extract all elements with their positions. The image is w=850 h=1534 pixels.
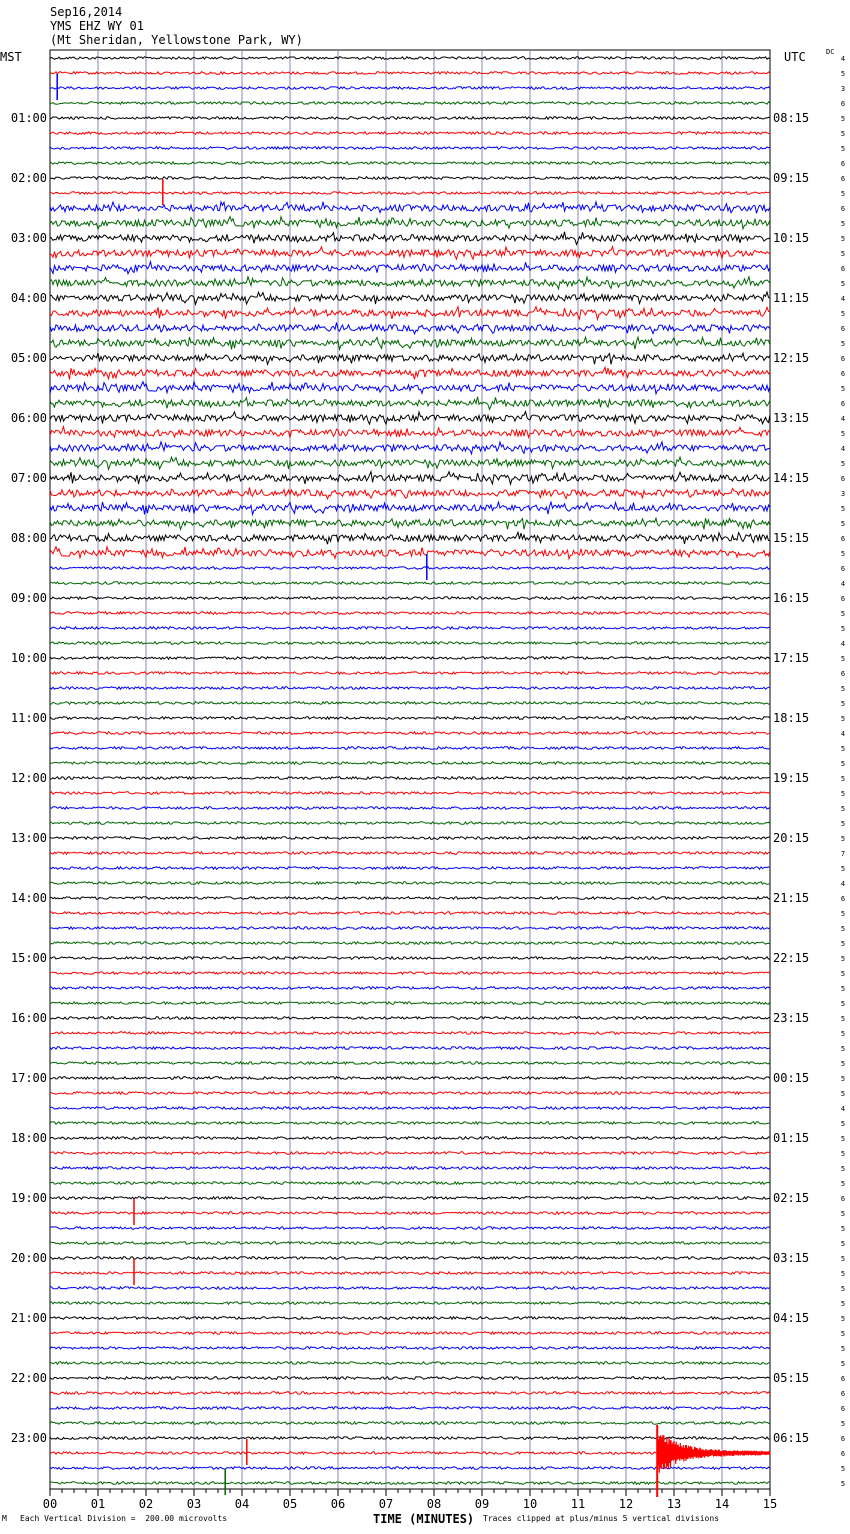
dc-offset-value: 5 xyxy=(840,775,846,783)
seismic-trace-7 xyxy=(50,147,770,150)
dc-offset-value: 5 xyxy=(840,1015,846,1023)
dc-offset-value: 5 xyxy=(840,1270,846,1278)
dc-offset-value: 6 xyxy=(840,325,846,333)
dc-offset-value: 5 xyxy=(840,685,846,693)
seismic-trace-54 xyxy=(50,852,770,855)
seismic-trace-81 xyxy=(50,1257,770,1260)
seismic-trace-5 xyxy=(50,117,770,120)
seismic-trace-95 xyxy=(50,1467,770,1470)
dc-offset-value: 4 xyxy=(840,415,846,423)
dc-offset-value: 5 xyxy=(840,625,846,633)
seismic-trace-92 xyxy=(50,1422,770,1425)
mst-hour-label: 13:00 xyxy=(10,831,47,845)
dc-offset-value: 5 xyxy=(840,790,846,798)
dc-offset-value: 5 xyxy=(840,520,846,528)
utc-hour-label: 20:15 xyxy=(773,831,810,845)
dc-offset-value: 6 xyxy=(840,1405,846,1413)
seismic-trace-33 xyxy=(50,532,770,544)
dc-offset-value: 5 xyxy=(840,430,846,438)
seismic-trace-89 xyxy=(50,1377,770,1380)
dc-offset-value: 6 xyxy=(840,1195,846,1203)
seismic-trace-50 xyxy=(50,792,770,795)
dc-offset-value: 4 xyxy=(840,295,846,303)
seismic-trace-72 xyxy=(50,1122,770,1125)
seismic-trace-36 xyxy=(50,582,770,585)
x-axis-title: TIME (MINUTES) xyxy=(373,1512,475,1526)
seismic-trace-90 xyxy=(50,1392,770,1395)
seismic-trace-29 xyxy=(50,472,770,485)
x-tick-label: 02 xyxy=(138,1497,154,1511)
seismic-trace-67 xyxy=(50,1047,770,1050)
seismic-trace-43 xyxy=(50,687,770,690)
dc-offset-value: 5 xyxy=(840,460,846,468)
seismic-trace-49 xyxy=(50,777,770,780)
mst-hour-label: 04:00 xyxy=(10,291,47,305)
seismic-trace-70 xyxy=(50,1092,770,1095)
seismic-trace-84 xyxy=(50,1302,770,1305)
dc-offset-value: 6 xyxy=(840,475,846,483)
dc-offset-value: 6 xyxy=(840,175,846,183)
utc-hour-label: 16:15 xyxy=(773,591,810,605)
utc-hour-label: 03:15 xyxy=(773,1251,810,1265)
dc-offset-value: 6 xyxy=(840,1390,846,1398)
dc-offset-value: 5 xyxy=(840,1360,846,1368)
dc-offset-value: 5 xyxy=(840,385,846,393)
x-tick-label: 08 xyxy=(426,1497,442,1511)
dc-offset-value: 5 xyxy=(840,1150,846,1158)
station-location: (Mt Sheridan, Yellowstone Park, WY) xyxy=(50,33,303,47)
dc-offset-value: 5 xyxy=(840,1465,846,1473)
seismic-trace-30 xyxy=(50,488,770,499)
left-timezone-label: MST xyxy=(0,50,22,64)
dc-offset-value: 5 xyxy=(840,1045,846,1053)
dc-offset-value: 5 xyxy=(840,955,846,963)
dc-header-label: DC xyxy=(826,48,835,56)
x-tick-label: 00 xyxy=(42,1497,58,1511)
dc-offset-value: 5 xyxy=(840,310,846,318)
utc-hour-label: 04:15 xyxy=(773,1311,810,1325)
dc-offset-value: 6 xyxy=(840,370,846,378)
seismic-trace-32 xyxy=(50,518,770,529)
seismic-trace-80 xyxy=(50,1242,770,1245)
dc-offset-value: 6 xyxy=(840,670,846,678)
mst-hour-label: 07:00 xyxy=(10,471,47,485)
seismic-trace-18 xyxy=(50,307,770,320)
dc-offset-value: 6 xyxy=(840,895,846,903)
dc-offset-value: 5 xyxy=(840,970,846,978)
dc-offset-value: 3 xyxy=(840,85,846,93)
dc-offset-value: 5 xyxy=(840,130,846,138)
dc-offset-value: 5 xyxy=(840,1060,846,1068)
seismic-trace-40 xyxy=(50,642,770,645)
dc-offset-value: 5 xyxy=(840,865,846,873)
utc-hour-label: 05:15 xyxy=(773,1371,810,1385)
dc-offset-value: 5 xyxy=(840,1240,846,1248)
dc-offset-value: 5 xyxy=(840,925,846,933)
x-tick-label: 09 xyxy=(474,1497,490,1511)
footer-mark: M xyxy=(2,1514,7,1523)
seismic-trace-52 xyxy=(50,822,770,825)
mst-hour-label: 15:00 xyxy=(10,951,47,965)
seismic-trace-6 xyxy=(50,132,770,135)
dc-offset-value: 5 xyxy=(840,1165,846,1173)
dc-offset-value: 6 xyxy=(840,565,846,573)
seismic-trace-74 xyxy=(50,1152,770,1155)
mst-hour-label: 23:00 xyxy=(10,1431,47,1445)
seismic-trace-45 xyxy=(50,717,770,720)
seismic-trace-73 xyxy=(50,1137,770,1140)
seismic-trace-63 xyxy=(50,987,770,990)
seismic-trace-87 xyxy=(50,1347,770,1350)
dc-offset-value: 5 xyxy=(840,715,846,723)
dc-offset-value: 4 xyxy=(840,580,846,588)
dc-offset-value: 5 xyxy=(840,1420,846,1428)
seismic-trace-37 xyxy=(50,597,770,600)
dc-offset-value: 6 xyxy=(840,1375,846,1383)
dc-offset-value: 4 xyxy=(840,640,846,648)
seismic-trace-25 xyxy=(50,412,770,425)
x-tick-label: 04 xyxy=(234,1497,250,1511)
dc-offset-value: 6 xyxy=(840,205,846,213)
seismic-trace-2 xyxy=(50,72,770,75)
utc-hour-label: 18:15 xyxy=(773,711,810,725)
dc-offset-value: 5 xyxy=(840,1300,846,1308)
seismic-trace-77 xyxy=(50,1197,770,1200)
utc-hour-label: 15:15 xyxy=(773,531,810,545)
dc-offset-value: 5 xyxy=(840,760,846,768)
seismic-trace-82 xyxy=(50,1272,770,1275)
utc-hour-label: 09:15 xyxy=(773,171,810,185)
seismic-trace-19 xyxy=(50,323,770,334)
dc-offset-value: 5 xyxy=(840,1120,846,1128)
dc-offset-value: 6 xyxy=(840,1450,846,1458)
dc-offset-value: 6 xyxy=(840,400,846,408)
seismic-trace-41 xyxy=(50,657,770,660)
clip-note: Traces clipped at plus/minus 5 vertical divisions xyxy=(483,1514,720,1523)
utc-hour-label: 14:15 xyxy=(773,471,810,485)
mst-hour-label: 06:00 xyxy=(10,411,47,425)
dc-offset-value: 7 xyxy=(840,850,846,858)
mst-hour-label: 16:00 xyxy=(10,1011,47,1025)
dc-offset-value: 5 xyxy=(840,145,846,153)
dc-offset-value: 5 xyxy=(840,1030,846,1038)
seismic-trace-21 xyxy=(50,353,770,364)
dc-offset-value: 4 xyxy=(840,1105,846,1113)
seismic-trace-76 xyxy=(50,1182,770,1185)
dc-offset-value: 5 xyxy=(840,1255,846,1263)
seismic-trace-69 xyxy=(50,1077,770,1080)
seismic-trace-62 xyxy=(50,972,770,975)
mst-hour-label: 01:00 xyxy=(10,111,47,125)
mst-hour-label: 19:00 xyxy=(10,1191,47,1205)
mst-hour-label: 05:00 xyxy=(10,351,47,365)
utc-hour-label: 17:15 xyxy=(773,651,810,665)
vertical-scale-note: Each Vertical Division = 200.00 microvolts xyxy=(20,1514,228,1523)
utc-hour-label: 23:15 xyxy=(773,1011,810,1025)
seismic-trace-17 xyxy=(50,292,770,304)
seismic-trace-24 xyxy=(50,397,770,410)
dc-offset-value: 5 xyxy=(840,745,846,753)
seismic-trace-91 xyxy=(50,1407,770,1410)
x-tick-label: 11 xyxy=(570,1497,586,1511)
dc-offset-value: 5 xyxy=(840,1345,846,1353)
seismic-trace-65 xyxy=(50,1017,770,1020)
seismic-trace-75 xyxy=(50,1167,770,1170)
dc-offset-value: 5 xyxy=(840,1480,846,1488)
seismic-trace-15 xyxy=(50,262,770,274)
utc-hour-label: 21:15 xyxy=(773,891,810,905)
seismic-trace-53 xyxy=(50,837,770,840)
seismic-trace-85 xyxy=(50,1317,770,1320)
dc-offset-value: 5 xyxy=(840,235,846,243)
x-tick-label: 06 xyxy=(330,1497,346,1511)
mst-hour-label: 20:00 xyxy=(10,1251,47,1265)
seismic-trace-10 xyxy=(50,192,770,195)
x-tick-label: 15 xyxy=(762,1497,778,1511)
seismic-trace-78 xyxy=(50,1212,770,1215)
seismic-trace-16 xyxy=(50,277,770,289)
seismic-trace-55 xyxy=(50,867,770,870)
seismic-trace-48 xyxy=(50,762,770,765)
dc-offset-value: 3 xyxy=(840,490,846,498)
utc-hour-label: 00:15 xyxy=(773,1071,810,1085)
seismic-trace-28 xyxy=(50,457,770,469)
dc-offset-value: 6 xyxy=(840,355,846,363)
dc-offset-value: 5 xyxy=(840,505,846,513)
utc-hour-label: 22:15 xyxy=(773,951,810,965)
dc-offset-value: 5 xyxy=(840,610,846,618)
seismic-trace-34 xyxy=(50,547,770,559)
dc-offset-value: 4 xyxy=(840,445,846,453)
dc-offset-value: 5 xyxy=(840,550,846,558)
dc-offset-value: 5 xyxy=(840,910,846,918)
utc-hour-label: 10:15 xyxy=(773,231,810,245)
seismic-trace-66 xyxy=(50,1032,770,1035)
utc-hour-label: 12:15 xyxy=(773,351,810,365)
mst-hour-label: 10:00 xyxy=(10,651,47,665)
dc-offset-value: 5 xyxy=(840,985,846,993)
dc-offset-value: 4 xyxy=(840,55,846,63)
seismic-trace-23 xyxy=(50,382,770,394)
utc-hour-label: 02:15 xyxy=(773,1191,810,1205)
mst-hour-label: 03:00 xyxy=(10,231,47,245)
dc-offset-value: 6 xyxy=(840,160,846,168)
x-tick-label: 07 xyxy=(378,1497,394,1511)
dc-offset-value: 5 xyxy=(840,1285,846,1293)
dc-offset-value: 5 xyxy=(840,835,846,843)
seismic-trace-59 xyxy=(50,927,770,930)
dc-offset-value: 5 xyxy=(840,1315,846,1323)
station-code: YMS EHZ WY 01 xyxy=(50,19,144,33)
seismic-trace-11 xyxy=(50,202,770,214)
mst-hour-label: 17:00 xyxy=(10,1071,47,1085)
dc-offset-value: 5 xyxy=(840,1000,846,1008)
dc-offset-value: 5 xyxy=(840,1330,846,1338)
seismic-trace-12 xyxy=(50,217,770,229)
dc-offset-value: 6 xyxy=(840,100,846,108)
dc-offset-value: 5 xyxy=(840,1225,846,1233)
x-tick-label: 10 xyxy=(522,1497,538,1511)
utc-hour-label: 08:15 xyxy=(773,111,810,125)
dc-offset-value: 5 xyxy=(840,280,846,288)
dc-offset-value: 6 xyxy=(840,1435,846,1443)
x-tick-label: 12 xyxy=(618,1497,634,1511)
seismic-trace-88 xyxy=(50,1362,770,1365)
right-timezone-label: UTC xyxy=(784,50,806,64)
seismic-trace-3 xyxy=(50,87,770,90)
dc-offset-value: 4 xyxy=(840,880,846,888)
seismic-trace-68 xyxy=(50,1062,770,1065)
mst-hour-label: 02:00 xyxy=(10,171,47,185)
utc-hour-label: 11:15 xyxy=(773,291,810,305)
utc-hour-label: 06:15 xyxy=(773,1431,810,1445)
seismic-trace-71 xyxy=(50,1107,770,1110)
seismic-trace-60 xyxy=(50,942,770,945)
dc-offset-value: 5 xyxy=(840,940,846,948)
mst-hour-label: 12:00 xyxy=(10,771,47,785)
mst-hour-label: 22:00 xyxy=(10,1371,47,1385)
x-tick-label: 03 xyxy=(186,1497,202,1511)
seismic-trace-58 xyxy=(50,912,770,915)
x-tick-label: 05 xyxy=(282,1497,298,1511)
seismic-trace-46 xyxy=(50,732,770,735)
utc-hour-label: 01:15 xyxy=(773,1131,810,1145)
seismic-trace-9 xyxy=(50,177,770,180)
mst-hour-label: 11:00 xyxy=(10,711,47,725)
mst-hour-label: 14:00 xyxy=(10,891,47,905)
mst-hour-label: 18:00 xyxy=(10,1131,47,1145)
dc-offset-value: 5 xyxy=(840,1135,846,1143)
dc-offset-value: 5 xyxy=(840,1090,846,1098)
seismic-trace-13 xyxy=(50,232,770,245)
seismic-trace-64 xyxy=(50,1002,770,1005)
seismic-trace-8 xyxy=(50,162,770,165)
seismic-trace-86 xyxy=(50,1332,770,1335)
seismic-trace-96 xyxy=(50,1482,770,1485)
dc-offset-value: 5 xyxy=(840,820,846,828)
plot-date: Sep16,2014 xyxy=(50,5,123,19)
seismic-trace-1 xyxy=(50,57,770,60)
seismic-trace-35 xyxy=(50,567,770,570)
dc-offset-value: 5 xyxy=(840,340,846,348)
seismic-trace-57 xyxy=(50,897,770,900)
dc-offset-value: 5 xyxy=(840,805,846,813)
seismic-trace-79 xyxy=(50,1227,770,1230)
dc-offset-value: 5 xyxy=(840,70,846,78)
seismic-trace-47 xyxy=(50,747,770,750)
utc-hour-label: 19:15 xyxy=(773,771,810,785)
dc-offset-value: 4 xyxy=(840,730,846,738)
dc-offset-value: 5 xyxy=(840,1180,846,1188)
x-tick-label: 01 xyxy=(90,1497,106,1511)
dc-offset-value: 6 xyxy=(840,535,846,543)
dc-offset-value: 5 xyxy=(840,700,846,708)
seismic-trace-56 xyxy=(50,882,770,885)
seismic-trace-83 xyxy=(50,1287,770,1290)
seismic-trace-20 xyxy=(50,337,770,350)
seismic-trace-14 xyxy=(50,247,770,260)
x-tick-label: 13 xyxy=(666,1497,682,1511)
dc-offset-value: 5 xyxy=(840,655,846,663)
dc-offset-value: 5 xyxy=(840,1075,846,1083)
seismic-trace-38 xyxy=(50,612,770,615)
dc-offset-value: 5 xyxy=(840,220,846,228)
dc-offset-value: 5 xyxy=(840,115,846,123)
dc-offset-value: 5 xyxy=(840,190,846,198)
seismic-trace-4 xyxy=(50,102,770,105)
seismic-trace-39 xyxy=(50,627,770,630)
mst-hour-label: 08:00 xyxy=(10,531,47,545)
dc-offset-value: 5 xyxy=(840,1210,846,1218)
seismic-trace-51 xyxy=(50,807,770,810)
dc-offset-value: 6 xyxy=(840,265,846,273)
mst-hour-label: 21:00 xyxy=(10,1311,47,1325)
seismic-trace-31 xyxy=(50,502,770,515)
seismic-trace-26 xyxy=(50,427,770,438)
seismic-trace-61 xyxy=(50,957,770,960)
seismic-trace-42 xyxy=(50,672,770,675)
dc-offset-value: 6 xyxy=(840,595,846,603)
dc-offset-value: 5 xyxy=(840,250,846,258)
seismic-trace-22 xyxy=(50,367,770,379)
x-tick-label: 14 xyxy=(714,1497,730,1511)
utc-hour-label: 13:15 xyxy=(773,411,810,425)
seismic-trace-27 xyxy=(50,442,770,454)
mst-hour-label: 09:00 xyxy=(10,591,47,605)
seismic-trace-44 xyxy=(50,702,770,705)
